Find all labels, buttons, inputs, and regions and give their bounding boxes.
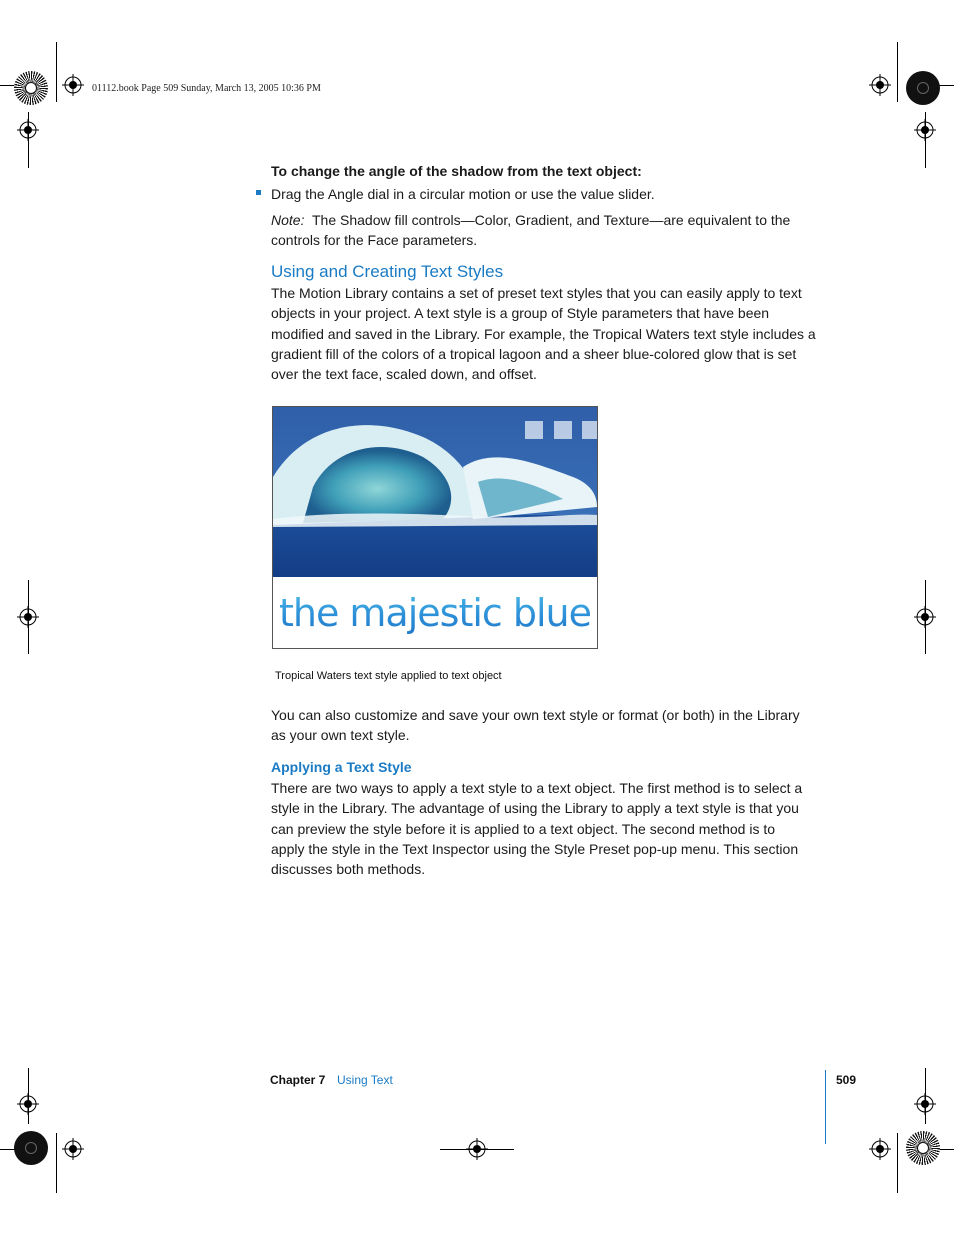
procedure-lead: To change the angle of the shadow from the text object: bbox=[271, 163, 642, 179]
crop-mark-bottom-right-v bbox=[897, 1133, 898, 1193]
star-target-icon bbox=[906, 1131, 940, 1165]
paragraph-line: objects in your project. A text style is a group of Style parameters that have been bbox=[271, 305, 770, 322]
paragraph-line: You can also customize and save your own text style or format (or both) in the Library bbox=[271, 707, 800, 723]
paragraph-line: discusses both methods. bbox=[271, 861, 426, 878]
customize-paragraph bbox=[271, 705, 841, 746]
registration-target-icon bbox=[17, 1093, 39, 1115]
figure-tropical-waters bbox=[272, 406, 598, 649]
section-paragraph bbox=[271, 283, 841, 384]
figure-overlay-text: the majestic blue bbox=[273, 577, 597, 648]
print-header: 01112.book Page 509 Sunday, March 13, 2005 10:36 PM bbox=[92, 83, 321, 94]
registration-target-icon bbox=[914, 606, 936, 628]
procedure-bullet: Drag the Angle dial in a circular motion or use the value slider. bbox=[271, 186, 655, 202]
note-label: Note: bbox=[271, 212, 305, 228]
paragraph-line: The Motion Library contains a set of preset text styles that you can easily apply to text bbox=[271, 285, 802, 301]
registration-target-icon bbox=[869, 74, 891, 96]
registration-target-icon bbox=[62, 74, 84, 96]
note-line-1: The Shadow fill controls—Color, Gradient, and Texture—are equivalent to the bbox=[312, 212, 791, 228]
figure-caption: Tropical Waters text style applied to text object bbox=[275, 670, 502, 682]
note-paragraph bbox=[271, 210, 831, 251]
paragraph-line: over the text face, scaled down, and offset. bbox=[271, 366, 537, 383]
section-heading: Using and Creating Text Styles bbox=[271, 262, 504, 281]
registration-target-icon bbox=[914, 119, 936, 141]
star-target-icon bbox=[906, 71, 940, 105]
page-number: 509 bbox=[836, 1073, 857, 1087]
registration-target-icon bbox=[869, 1138, 891, 1160]
wave-photo bbox=[273, 407, 597, 577]
bullet-icon bbox=[256, 190, 261, 195]
star-target-icon bbox=[14, 1131, 48, 1165]
paragraph-line: style in the Library. The advantage of using the Library to apply a text style is that you bbox=[271, 800, 799, 817]
crop-mark-top-left-v bbox=[56, 42, 57, 102]
subsection-paragraph bbox=[271, 778, 841, 879]
paragraph-line: can preview the style before it is applied to a text object. The second method is to bbox=[271, 820, 776, 837]
crop-mark-bottom-left-v bbox=[56, 1133, 57, 1193]
paragraph-line: modified and saved in the Library. For example, the Tropical Waters text style includes a bbox=[271, 325, 816, 342]
footer-chapter: Chapter 7 bbox=[270, 1073, 326, 1087]
paragraph-line: There are two ways to apply a text style to a text object. The first method is to select a bbox=[271, 780, 803, 796]
paragraph-line: as your own text style. bbox=[271, 727, 410, 744]
footer-chapter-title: Using Text bbox=[337, 1073, 393, 1087]
paragraph-line: apply the style in the Text Inspector using the Style Preset pop-up menu. This section bbox=[271, 840, 799, 857]
subsection-heading: Applying a Text Style bbox=[271, 759, 412, 775]
registration-target-icon bbox=[466, 1138, 488, 1160]
note-line-2: controls for the Face parameters. bbox=[271, 232, 478, 249]
registration-target-icon bbox=[62, 1138, 84, 1160]
crop-mark-top-right-v bbox=[897, 42, 898, 102]
star-target-icon bbox=[14, 71, 48, 105]
paragraph-line: gradient fill of the colors of a tropical lagoon and a sheer blue-colored glow that is set bbox=[271, 345, 797, 362]
registration-target-icon bbox=[17, 119, 39, 141]
registration-target-icon bbox=[17, 606, 39, 628]
registration-target-icon bbox=[914, 1093, 936, 1115]
footer-divider bbox=[825, 1070, 826, 1144]
